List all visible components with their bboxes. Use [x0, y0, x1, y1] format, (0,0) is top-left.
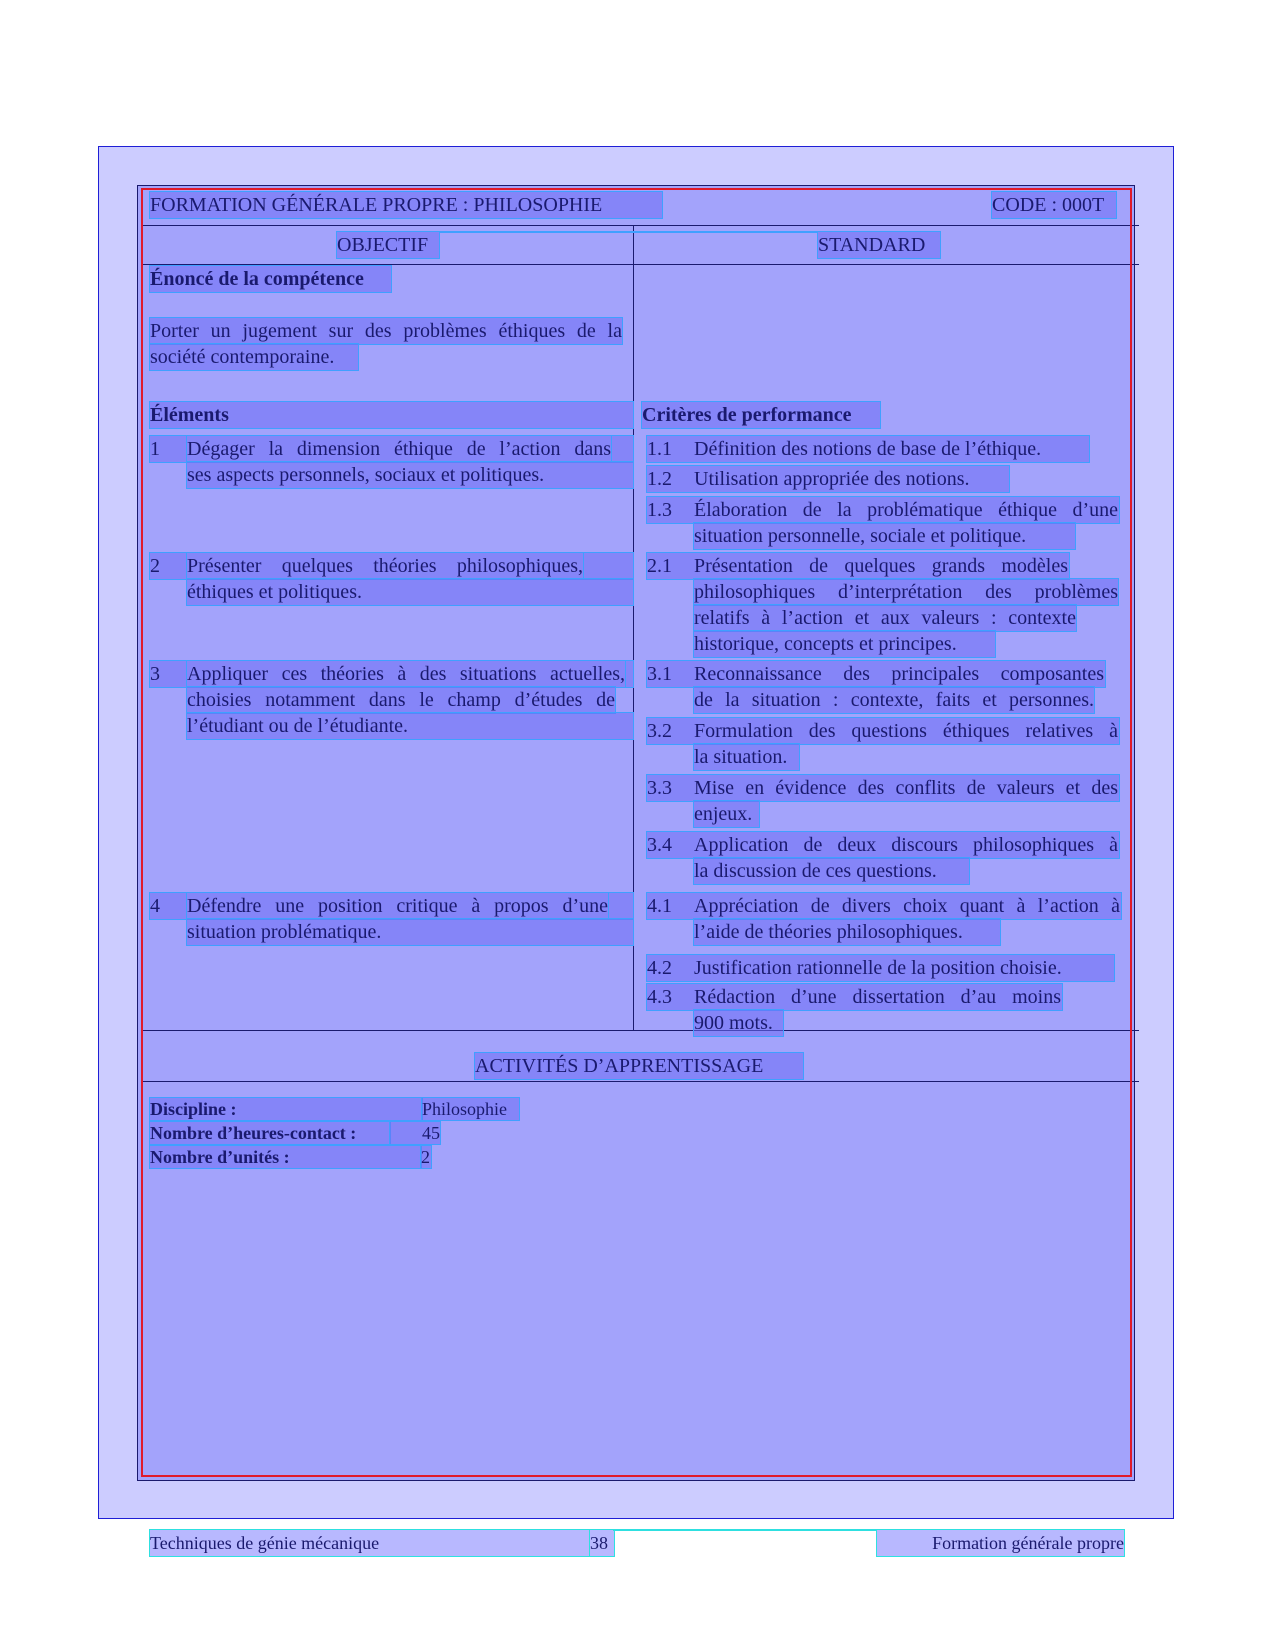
critere-3-2-line-1: Formulation des questions éthiques relatives à [694, 720, 1118, 742]
critere-3-3-line-2: enjeux. [694, 801, 759, 827]
document-title: FORMATION GÉNÉRALE PROPRE : PHILOSOPHIE [150, 192, 662, 218]
critere-2-1-line-4: historique, concepts et principes. [694, 631, 995, 657]
discipline-label: Discipline : [150, 1098, 422, 1120]
critere-4-1-line-1: Appréciation de divers choix quant à l’action à [694, 895, 1120, 917]
critere-number: 3.3 [647, 775, 1119, 801]
critere-2-1-line-2: philosophiques d’interprétation des problèmes [694, 581, 1118, 603]
critere-4-3-line-2: 900 mots. [694, 1010, 783, 1036]
element-1-line-1: Dégager la dimension éthique de l’action dans [187, 438, 611, 460]
critere-number: 2.1 [647, 553, 1069, 579]
critere-4-3-line-1: Rédaction d’une dissertation d’au moins [694, 986, 1061, 1008]
unites-label: Nombre d’unités : [150, 1146, 421, 1168]
heures-value: 45 [390, 1122, 440, 1144]
column-divider [633, 225, 634, 1031]
body-rule [141, 1030, 1139, 1031]
competence-line-1: Porter un jugement sur des problèmes éthiques de la [150, 320, 622, 342]
critere-number: 1.2 [647, 466, 1009, 492]
element-2-line-1: Présenter quelques théories philosophiques, [187, 555, 583, 577]
critere-number: 4.3 [647, 984, 1062, 1010]
critere-number: 1.1 [647, 436, 1089, 462]
element-3-line-1: Appliquer ces théories à des situations actuelles, [187, 663, 625, 685]
heures-label: Nombre d’heures-contact : [150, 1122, 390, 1144]
element-4-line-2: situation problématique. [187, 919, 633, 945]
objectif-heading: OBJECTIF [337, 232, 439, 258]
critere-3-4-line-1: Application de deux discours philosophiques à [694, 834, 1118, 856]
header-rule [141, 225, 1139, 226]
discipline-value: Philosophie [422, 1098, 519, 1120]
criteres-heading: Critères de performance [642, 402, 880, 428]
element-number: 3 [150, 661, 633, 687]
critere-number: 3.2 [647, 718, 1119, 744]
elements-heading: Éléments [150, 402, 633, 428]
critere-4-2-line-1: Justification rationnelle de la position choisie. [694, 957, 1062, 979]
element-4-line-1: Défendre une position critique à propos d’une [187, 895, 608, 917]
critere-1-1-line-1: Définition des notions de base de l’éthique. [694, 438, 1042, 460]
footer-program: Techniques de génie mécanique [150, 1530, 600, 1556]
competence-line-2: société contemporaine. [150, 344, 358, 370]
unites-value: 2 [421, 1147, 430, 1167]
element-3-line-2: choisies notamment dans le champ d’études de [187, 689, 615, 711]
critere-1-3-line-1: Élaboration de la problématique éthique d’une [694, 499, 1118, 521]
critere-number: 4.1 [647, 893, 1121, 919]
critere-number: 3.1 [647, 661, 1105, 687]
activites-rule [141, 1081, 1139, 1082]
element-2-line-2: éthiques et politiques. [187, 579, 633, 605]
critere-number: 4.2 [647, 955, 1114, 981]
critere-1-3-line-2: situation personnelle, sociale et politique. [694, 523, 1075, 549]
footer-page-number: 38 [590, 1530, 614, 1556]
competence-heading: Énoncé de la compétence [150, 266, 391, 292]
critere-3-1-line-1: Reconnaissance des principales composantes [694, 663, 1104, 685]
critere-2-1-line-1: Présentation de quelques grands modèles [694, 555, 1068, 577]
element-1-line-2: ses aspects personnels, sociaux et politiques. [187, 462, 633, 488]
critere-number: 3.4 [647, 832, 1119, 858]
course-code: CODE : 000T [992, 192, 1116, 218]
critere-2-1-line-3: relatifs à l’action et aux valeurs : contexte [694, 607, 1076, 629]
critere-number: 1.3 [647, 497, 1119, 523]
critere-3-4-line-2: la discussion de ces questions. [694, 858, 969, 884]
footer-section: Formation générale propre [877, 1530, 1124, 1556]
element-3-line-3: l’étudiant ou de l’étudiante. [187, 713, 633, 739]
activites-heading: ACTIVITÉS D’APPRENTISSAGE [475, 1053, 803, 1079]
element-number: 4 [150, 893, 633, 919]
critere-3-1-line-2: de la situation : contexte, faits et personnes. [694, 689, 1094, 711]
critere-4-1-line-2: l’aide de théories philosophiques. [694, 919, 1000, 945]
element-number: 2 [150, 553, 633, 579]
element-number: 1 [150, 436, 633, 462]
columns-rule [141, 264, 1139, 265]
critere-1-2-line-1: Utilisation appropriée des notions. [694, 468, 970, 490]
standard-heading: STANDARD [818, 232, 940, 258]
critere-3-3-line-1: Mise en évidence des conflits de valeurs et des [694, 777, 1118, 799]
critere-3-2-line-2: la situation. [694, 744, 799, 770]
